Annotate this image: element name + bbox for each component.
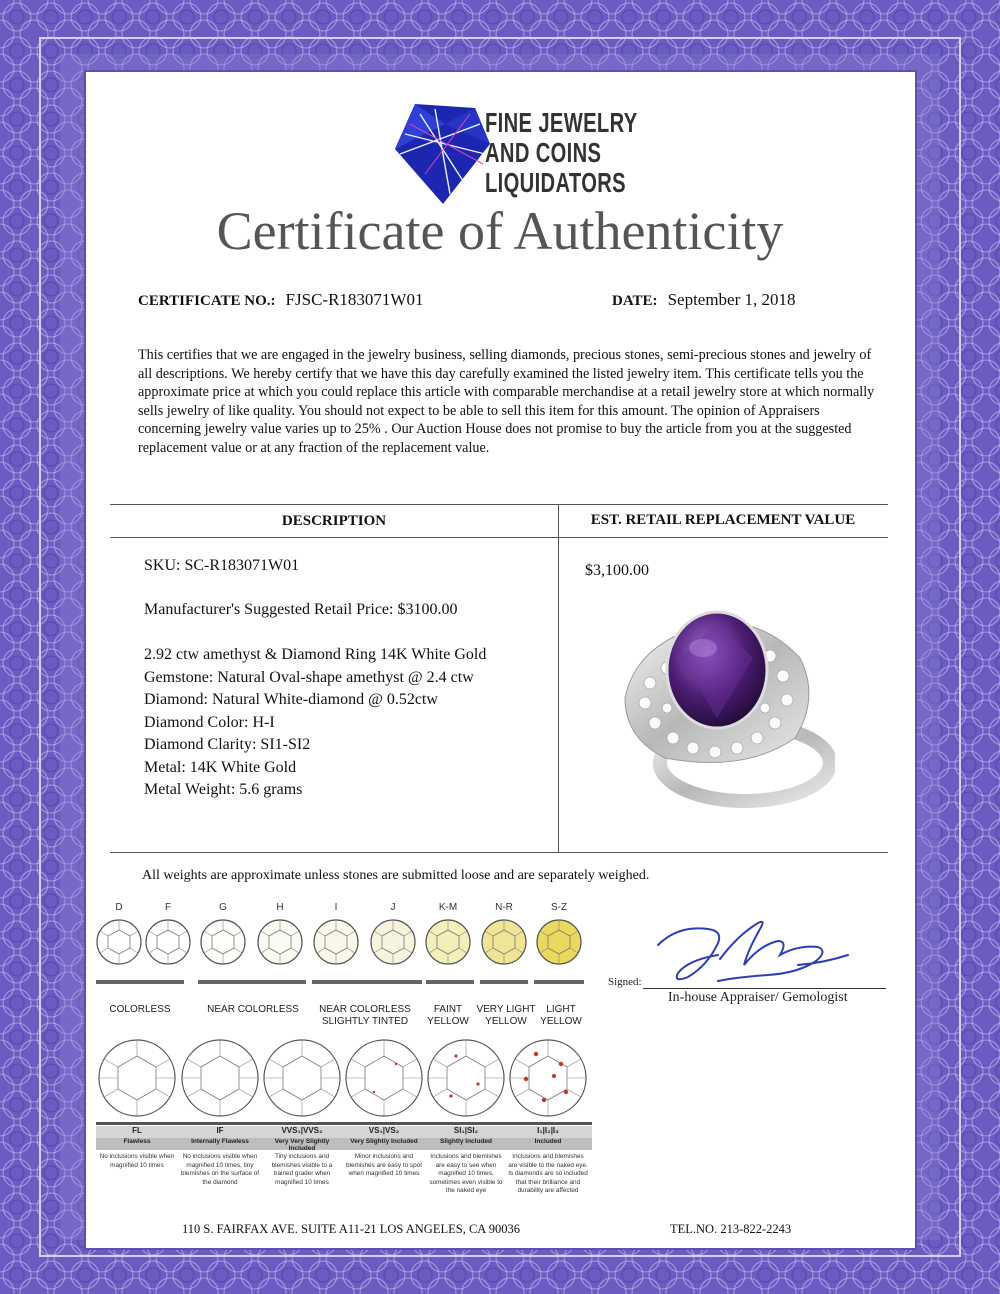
table-header-rule (110, 537, 888, 538)
detail-line: Metal: 14K White Gold (144, 758, 297, 776)
certificate-number (138, 290, 423, 310)
color-grade-label: H (276, 902, 284, 913)
certificate-number-value: FJSC-R183071W01 (285, 290, 424, 309)
table-top-rule (110, 504, 888, 505)
color-category-label: NEAR COLORLESS (207, 1004, 299, 1015)
color-category-label: COLORLESS (109, 1004, 171, 1015)
date-value: September 1, 2018 (667, 290, 796, 309)
item-details (144, 644, 486, 802)
clarity-name: Included (534, 1138, 562, 1145)
color-grade-label: G (219, 902, 227, 913)
clarity-code: IF (216, 1126, 224, 1135)
color-grade-label: D (115, 902, 123, 913)
clarity-code: SI₁|SI₂ (453, 1126, 479, 1135)
color-grade-label: I (334, 902, 338, 913)
clarity-name: Very Slightly Included (350, 1138, 418, 1145)
appraiser-role: In-house Appraiser/ Gemologist (668, 990, 848, 1005)
clarity-name: Internally Flawless (191, 1138, 249, 1145)
weights-note: All weights are approximate unless stones are submitted loose and are separately weighed. (142, 868, 650, 883)
color-grade-label: N-R (495, 902, 513, 913)
detail-line: Diamond Clarity: SI1-SI2 (144, 736, 311, 753)
clarity-name: Flawless (123, 1138, 151, 1145)
clarity-name: Slightly Included (439, 1138, 492, 1145)
value-header: EST. RETAIL REPLACEMENT VALUE (590, 512, 856, 528)
color-category-label: VERY LIGHT YELLOW (476, 1004, 536, 1027)
detail-line: 2.92 ctw amethyst & Diamond Ring 14K White Gold (144, 646, 487, 663)
color-grade-label: F (164, 902, 172, 913)
gem-logo-icon (395, 104, 490, 204)
clarity-code: VVS₁|VVS₂ (281, 1126, 323, 1135)
color-grade-label: J (390, 902, 396, 913)
table-column-divider (558, 504, 559, 852)
table-bottom-rule (110, 852, 888, 853)
detail-line: Diamond: Natural White-diamond @ 0.52ctw (144, 691, 438, 708)
footer-address: 110 S. FAIRFAX AVE. SUITE A11-21 LOS ANGELES, CA 90036 (182, 1222, 520, 1236)
footer-phone: TEL.NO. 213-822-2243 (670, 1222, 792, 1236)
detail-line: Diamond Color: H-I (144, 713, 275, 731)
color-category-label: FAINT YELLOW (427, 1004, 469, 1027)
signed-label: Signed: (608, 976, 642, 988)
signature-line (643, 988, 886, 989)
clarity-description: Inclusions and blemishes are easy to see when magnified 10 times, sometimes even visible to the naked eye (429, 1153, 503, 1194)
company-logo-text: FINE JEWELRY AND COINS LIQUIDATORS (485, 107, 638, 198)
detail-line: Gemstone: Natural Oval-shape amethyst @ 2.4 ctw (144, 668, 474, 686)
clarity-description: Minor inclusions and blemishes are easy to spot when magnified 10 times (345, 1153, 423, 1177)
color-category-label: NEAR COLORLESS SLIGHTLY TINTED (319, 1004, 411, 1027)
signature-image (648, 915, 868, 985)
certification-statement: This certifies that we are engaged in the jewelry business, selling diamonds, precious stones, semi-precious stones and jewelry of all descriptions. We hereby certify that we have this day carefully examined the listed jewelry item. This certificate tells you the approximate price at which you could replace this article with comparable merchandise at a retail jewelry store at which normally sells jewelry of like quality. You should not expect to be able to sell this item for this amount. The opinion of Appraisers concerning jewelry value varies up to 25% . Our Auction House does not promise to buy the article from you at the suggested replacement value or at any fraction of the replacement value. (138, 347, 875, 456)
clarity-description: Tiny inclusions and blemishes visible to a trained grader when magnified 10 times (271, 1153, 333, 1186)
clarity-name: Very Very Slightly Included (274, 1138, 330, 1152)
detail-line: Metal Weight: 5.6 grams (144, 781, 303, 798)
clarity-code: VS₁|VS₂ (368, 1126, 400, 1135)
sku: SKU: SC-R183071W01 (144, 557, 300, 574)
color-grade-label: K-M (438, 902, 458, 913)
clarity-description: No inclusions visible when magnified 10 times, tiny blemishes on the surface of the diamond (180, 1153, 260, 1186)
color-grade-label: S-Z (550, 902, 568, 913)
replacement-value: $3,100.00 (585, 562, 649, 579)
clarity-code: FL (132, 1126, 142, 1135)
page-title: Certificate of Authenticity (216, 201, 784, 261)
msrp: Manufacturer's Suggested Retail Price: $3100.00 (144, 601, 458, 618)
color-diamonds-icon (90, 914, 590, 1000)
clarity-description: No inclusions visible when magnified 10 times (99, 1153, 175, 1169)
description-header: DESCRIPTION (281, 513, 387, 529)
color-category-label: LIGHT YELLOW (540, 1004, 582, 1027)
clarity-description: Inclusions and blemishes are visible to the naked eye. Is diamonds are so included that their brilliance and durability are affected (508, 1153, 588, 1194)
clarity-code: I₁|I₂|I₃ (537, 1126, 559, 1135)
ring-image (605, 588, 835, 818)
certificate-number-label: CERTIFICATE NO.: (138, 293, 276, 309)
date-label: DATE: (612, 293, 658, 309)
certificate-date (612, 290, 796, 310)
